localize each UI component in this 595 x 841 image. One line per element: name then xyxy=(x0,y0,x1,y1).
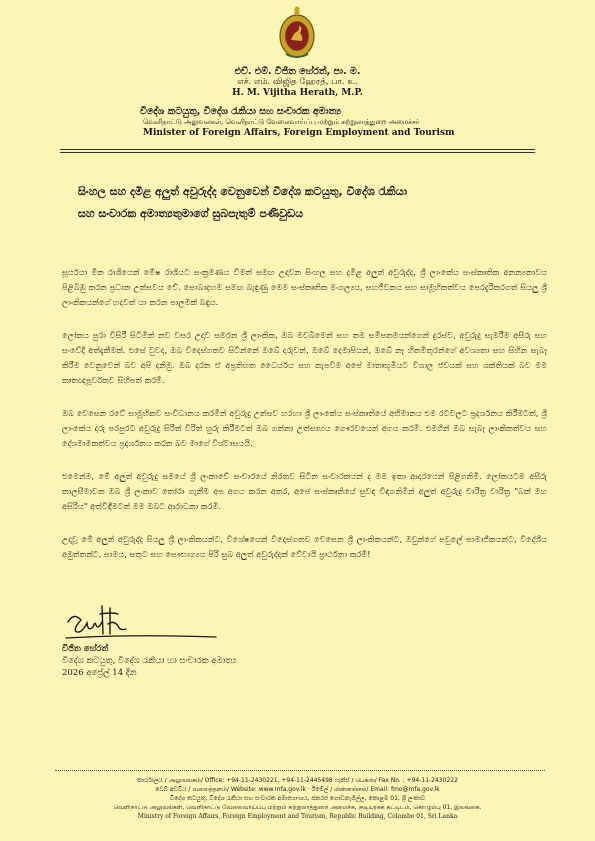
ministry-title-tamil: வெளிநாட்டு அலுவலகள், வெளிநாட்டு வேலைவாய்ப்பு மற்றும் சுற்றுலாத்துறை அமைச்சர் xyxy=(143,118,420,126)
sri-lanka-emblem-icon xyxy=(277,6,317,62)
header-divider xyxy=(60,149,535,150)
signer-block xyxy=(62,643,237,679)
header-divider-inner xyxy=(60,152,535,153)
footer-phone-fax: කාර්යාලය / அலுவலகம்/ Office: +94-11-2430221, +94-11-2445498 ෆැක්ස් / பெக்ஸ்/ Fax No. : +94-11-2430222 xyxy=(137,777,458,784)
body-paragraph: එමෙන්ම, මේ අලුත් අවුරුදු සමයේ ශ්‍රී ලංකාවේ සංචාරයේ නිරතව සිටින සංචාරකයන් ද මම ඉතා ආදරයෙන් පිළිගනිමි. ලෝකයටම අසීරු කාලසීමාවක ඔබ ශ්‍රී ලංකාව තෝරා ගැනීම අප අගය කරන අතර, අපේ සංස්කෘතියේ සුවඳ විඳගනිමින් අලුත් අවුරුදු චාරිත්‍ර වාරිත්‍ර "බක් මහ අසිරිය" අත්විඳීමටත් මම ඔබට ආරාධනා කරමි. xyxy=(62,471,547,511)
minister-name-tamil: எச். எம். விஜித ஹேரத், பா. உ. xyxy=(237,77,358,87)
signer-name: විජිත හේරත් xyxy=(62,644,109,654)
minister-name-sinhala: එච්. එම්. විජිත හේරත්, පා. ම. xyxy=(234,66,361,77)
footer-divider xyxy=(55,770,545,771)
footer-address-sinhala: විදේශ කටයුතු, විදේශ රැකියා සහ සංචාරක අමාත්‍යාංශය, ජනරජ ගොඩනැගිල්ල, කොළඹ 01, ශ්‍රී ලංකාව xyxy=(169,795,426,802)
footer-address-english: Ministry of Foreign Affairs, Foreign Employment and Tourism, Republic Building, Colombo 01, Sri Lanka xyxy=(137,813,458,820)
message-title xyxy=(78,181,543,225)
body-paragraph: සූර්යයා මීන රාශියෙන් මේෂ රාශියට සංක්‍රමණය වීමත් සමඟ උදාවන සිංහල සහ දමිළ අලුත් අවුරුද්ද, ශ්‍රී ලාංකේය සංස්කෘතික අනන්‍යතාවය පිළිබිඹු කරන ප්‍රධාන උත්සවය වේ. සොබාදහම සමඟ බැඳුණු මෙම සංස්කෘතික මංගල්‍යය, සහජීවනය සහ සාමූහිකත්වය පෙරදැරිකරගත් සියලු ශ්‍රී ලාංකිකයන්ගේ හදවත් යා කරන පාලමක් බඳුය. xyxy=(62,267,547,307)
message-title-line: සිංහල සහ දමිළ අලුත් අවුරුද්ද වෙනුවෙන් විදේශ කටයුතු, විදේශ රැකියා xyxy=(78,185,408,198)
ministry-title-block xyxy=(140,106,470,139)
handwritten-signature xyxy=(62,600,222,644)
footer-address-tamil: வெளிநாட்டு அலுவல்கள், வெளிநாட்டு வேலைவாய்ப்பு மற்றும் சுற்றுலாத்துறை அமைச்சு, குடியரசுக் கட்டிடம், கொழும்பு 01, இலங்கை. xyxy=(113,804,482,811)
footer-web-email: වෙබ් අඩවිය / வலைத்தளம்/ Website: www.mfa.gov.lk · ඊමේල් / மின்னஞ்சல்/ Email: fmo@mfa.gov.lk xyxy=(155,786,440,793)
minister-name-block xyxy=(0,66,595,99)
minister-name-english: H. M. Vijitha Herath, M.P. xyxy=(232,88,363,98)
body-paragraph: ලෝකය පුරා විසිරී සිටිමින් නව වසර උදාව සමරන ශ්‍රී ලාංකික, ඔබ මවබිමෙන් සහ තම සමීපතමයන්ගෙන් දුරස්ව, අවුරුදු සැමරීම අසීරු සහ සංවේදී අත්දැකීමක්. එසේ වුවද, ඔබ විදෙස්ගතව සිටින්නේ ඔබේ දරුවන්, ඔබේ දෙමාපියන්, ඔබේ නෑ හිතමිතුරන්ගේ අවශ්‍යතා සහ සිහින සැබෑ කිරීම වෙනුවෙන් බව අපි දනිමු. ඔබ දරන ඒ අප්‍රතිහත ධෛර්යය සහ කැපවීම අපේ මාතෘභූමියට විශාල ජවයක් සහ ශක්තියක් බව මම කෘතඥපූර්වකව සිහිපත් කරමි. xyxy=(62,330,547,385)
message-body xyxy=(62,265,547,580)
contact-footer xyxy=(0,776,595,821)
body-paragraph: ඔබ වෙසෙන රටේ සාමූහිකව සංවිධානය කරමින් අවුරුදු උත්සව හරහා ශ්‍රී ලාංකේය සංස්කෘතියේ අභිමානය එම රටවලට ප්‍රදර්ශනය කිරීමටත්, ශ්‍රී ලාංකේය දරු පරපුරට අවුරුදු සිරිත් විරිත් හුරු කිරීමටත් ඔබ ගන්නා උත්සාහය ගෞරවයෙන් අගය කරමි. එමගින් ඔබ සැබෑ ලාංකිකත්වය සහ දේශමාමකත්වය ප්‍රදර්ශනය කරන බව මාගේ විශ්වාසයයි. xyxy=(62,408,547,448)
message-date: 2026 අප්‍රේල් 14 දින xyxy=(62,668,137,678)
ministry-title-english: Minister of Foreign Affairs, Foreign Employment and Tourism xyxy=(143,128,455,138)
body-paragraph: උදාවූ මේ අලුත් අවුරුද්ද සියලු ශ්‍රී ලාංකිකයන්ට, විශේෂයෙන් විදෙස්ගතව වෙසෙන ශ්‍රී ලාංකිකයන්ට, ඔවුන්ගේ පවුලේ සාමාජිකයන්ට, විදේශීය අමුත්තන්ට, සාමය, සතුට සහ සෞභාග්‍යය පිරි සුබ අලුත් අවුරුද්දක් වේවායි ප්‍රාර්ථනා කරමි! xyxy=(62,534,547,559)
signer-title: විදේශ කටයුතු, විදේශ රැකියා හා සංචාරක අමාත්‍ය xyxy=(62,656,237,666)
ministry-title-sinhala: විදේශ කටයුතු, විදේශ රැකියා සහ සංචාරක අමාත්‍ය xyxy=(140,106,342,117)
message-title-line: සහ සංචාරක අමාත්‍යතුමාගේ සුබපැතුම් පණිවුඩය xyxy=(78,207,304,220)
